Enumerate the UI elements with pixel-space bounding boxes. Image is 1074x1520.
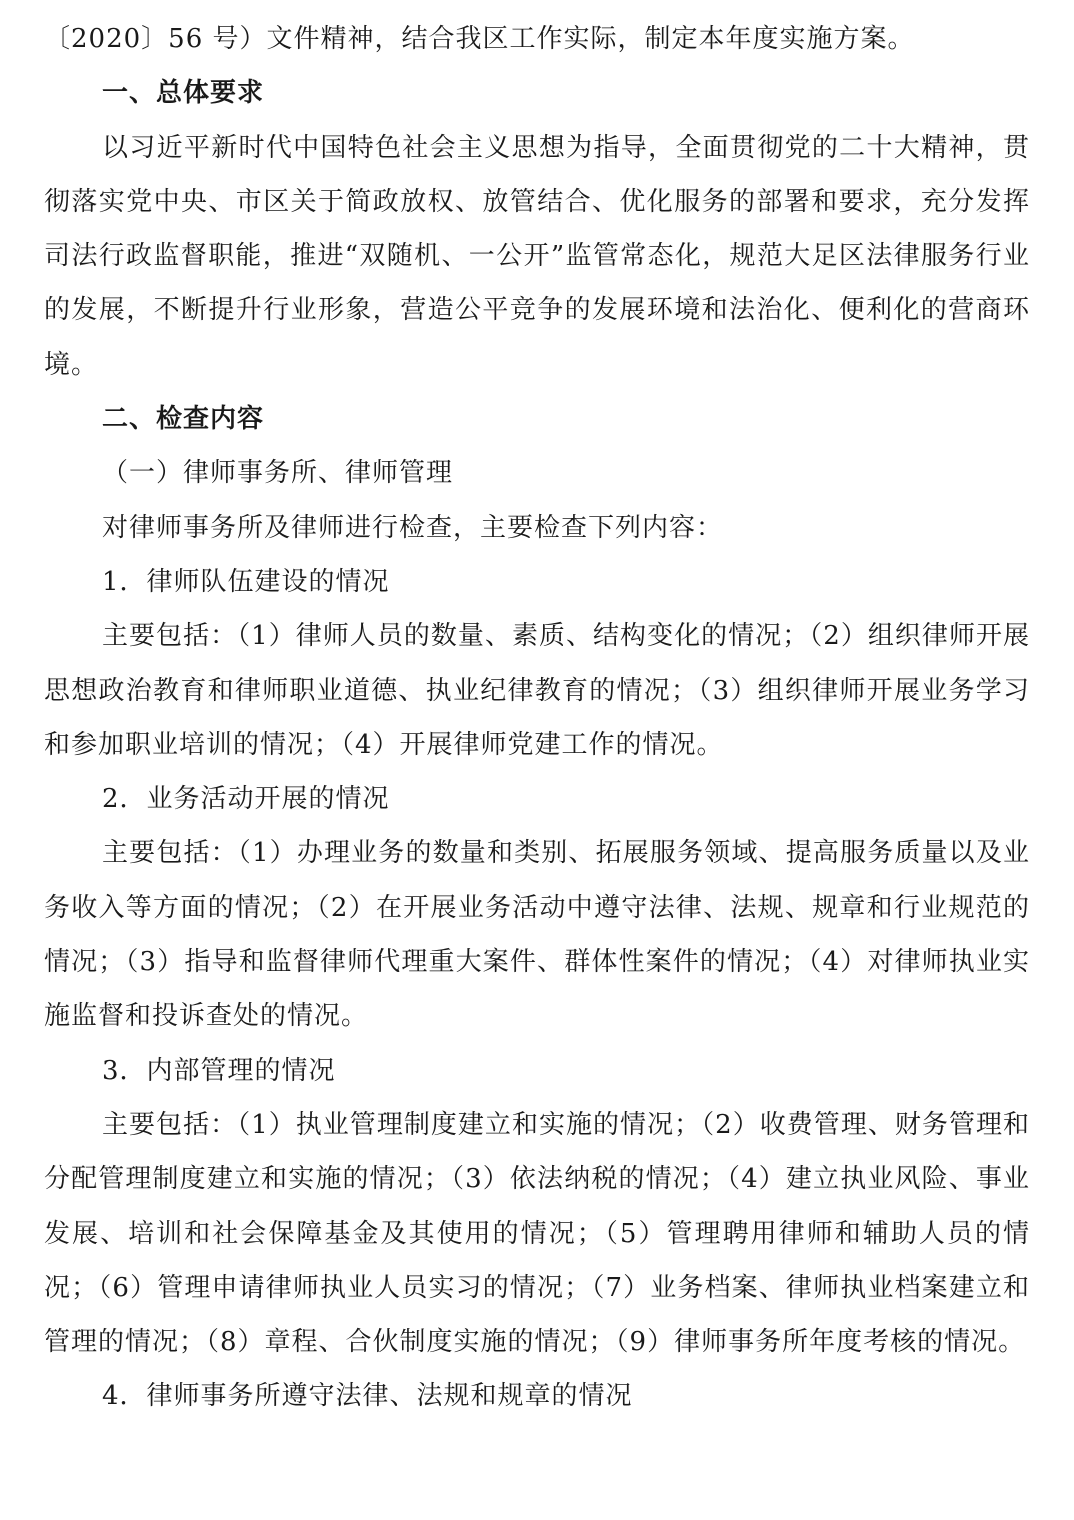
paragraph-inspection-intro: 对律师事务所及律师进行检查，主要检查下列内容：	[102, 512, 724, 543]
paragraph-business-activities: 主要包括：（1）办理业务的数量和类别、拓展服务领域、提高服务质量以及业务收入等方面的情况；（2）在开展业务活动中遵守法律、法规、规章和行业规范的情况；（3）指导和监督律师代理重大案件、群体性案件的情况；（4）对律师执业实施监督和投诉查处的情况。	[44, 838, 1030, 1032]
item-heading-legal-compliance: 4．律师事务所遵守法律、法规和规章的情况	[102, 1381, 633, 1412]
intro-line: 〔2020〕56 号）文件精神，结合我区工作实际，制定本年度实施方案。	[44, 24, 915, 54]
subheading-law-firm-management: （一）律师事务所、律师管理	[102, 458, 454, 489]
paragraph-internal-management: 主要包括：（1）执业管理制度建立和实施的情况；（2）收费管理、财务管理和分配管理制度建立和实施的情况；（3）依法纳税的情况；（4）建立执业风险、事业发展、培训和社会保障基金及其使用的情况；（5）管理聘用律师和辅助人员的情况；（6）管理申请律师执业人员实习的情况；（7）业务档案、律师执业档案建立和管理的情况；（8）章程、合伙制度实施的情况；（9）律师事务所年度考核的情况。	[44, 1109, 1030, 1358]
item-heading-internal-management: 3．内部管理的情况	[102, 1055, 336, 1086]
paragraph-general-requirements: 以习近平新时代中国特色社会主义思想为指导，全面贯彻党的二十大精神，贯彻落实党中央、市区关于简政放权、放管结合、优化服务的部署和要求，充分发挥司法行政监督职能，推进“双随机、一公开”监管常态化，规范大足区法律服务行业的发展，不断提升行业形象，营造公平竞争的发展环境和法治化、便利化的营商环境。	[44, 132, 1030, 380]
section-heading-inspection-content: 二、检查内容	[102, 404, 265, 435]
section-heading-general-requirements: 一、总体要求	[102, 78, 265, 109]
item-heading-business-activities: 2．业务活动开展的情况	[102, 784, 390, 815]
item-heading-team-building: 1．律师队伍建设的情况	[102, 566, 390, 597]
paragraph-team-building: 主要包括：（1）律师人员的数量、素质、结构变化的情况；（2）组织律师开展思想政治教育和律师职业道德、执业纪律教育的情况；（3）组织律师开展业务学习和参加职业培训的情况；（4）开展律师党建工作的情况。	[44, 621, 1030, 760]
